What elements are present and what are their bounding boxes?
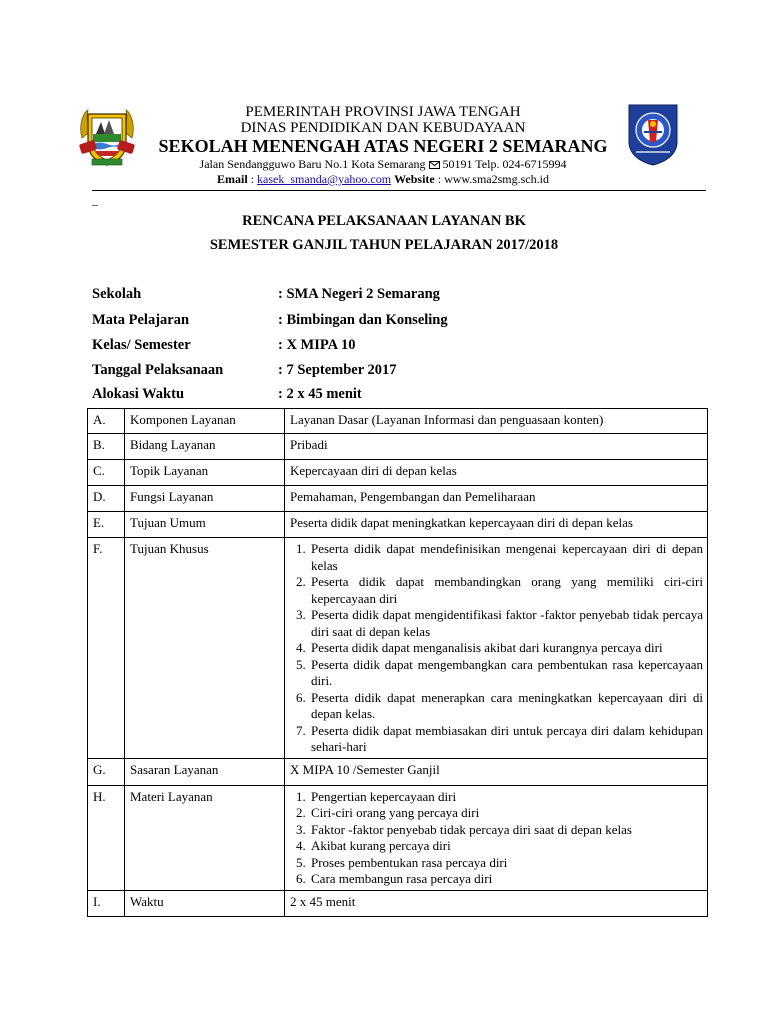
row-value: Kepercayaan diri di depan kelas: [285, 460, 708, 486]
info-key: Sekolah: [92, 286, 142, 302]
letterhead-divider: [92, 190, 706, 191]
row-letter: A.: [88, 409, 125, 434]
envelope-icon: [429, 161, 440, 169]
table-row: [88, 486, 708, 512]
email-link[interactable]: kasek_smanda@yahoo.com: [257, 172, 392, 186]
list-item: 2. Ciri-ciri orang yang percaya diri: [309, 805, 703, 822]
email-label: Email: [217, 172, 248, 186]
row-value: Pribadi: [285, 434, 708, 460]
letterhead-department: DINAS PENDIDIKAN DAN KEBUDAYAAN: [240, 120, 526, 136]
letterhead-contact: Email : kasek_smanda@yahoo.com Website : www.sma2smg.sch.id: [217, 172, 549, 186]
list-item: 7. Peserta didik dapat membiasakan diri untuk percaya diri dalam kehidupan sehari-hari: [309, 723, 703, 756]
row-letter: I.: [88, 890, 125, 916]
row-letter: E.: [88, 512, 125, 538]
row-label: Sasaran Layanan: [125, 758, 285, 785]
row-value: Peserta didik dapat meningkatkan kepercayaan diri di depan kelas: [285, 512, 708, 538]
row-value: Layanan Dasar (Layanan Informasi dan penguasaan konten): [285, 409, 708, 434]
row-value: [285, 538, 708, 759]
list-item: 6. Peserta didik dapat menerapkan cara meningkatkan kepercayaan diri di depan kelas.: [309, 690, 703, 723]
table-row: [88, 512, 708, 538]
letterhead-address: [140, 157, 626, 172]
letterhead-school-name: SEKOLAH MENENGAH ATAS NEGERI 2 SEMARANG: [158, 136, 608, 156]
row-label: Komponen Layanan: [125, 409, 285, 434]
specific-goals-list: [290, 541, 703, 756]
list-item: 1. Peserta didik dapat mendefinisikan mengenai kepercayaan diri di depan kelas: [309, 541, 703, 574]
row-letter: H.: [88, 785, 125, 890]
table-row: [88, 785, 708, 890]
postal-code: 50191: [442, 157, 473, 171]
row-label: Tujuan Khusus: [125, 538, 285, 759]
table-row: [88, 758, 708, 785]
website-label: Website: [394, 172, 435, 186]
row-label: Topik Layanan: [125, 460, 285, 486]
info-value: : X MIPA 10: [278, 337, 356, 353]
list-item: 6. Cara membangun rasa percaya diri: [309, 871, 703, 888]
row-label: Tujuan Umum: [125, 512, 285, 538]
row-label: Materi Layanan: [125, 785, 285, 890]
row-value: X MIPA 10 /Semester Ganjil: [285, 758, 708, 785]
row-letter: D.: [88, 486, 125, 512]
list-item: 4. Akibat kurang percaya diri: [309, 838, 703, 855]
list-item: 5. Peserta didik dapat mengembangkan cara pembentukan rasa kepercayaan diri.: [309, 657, 703, 690]
list-item: 4. Peserta didik dapat menganalisis akibat dari kurangnya percaya diri: [309, 640, 703, 657]
info-key: Alokasi Waktu: [92, 386, 185, 402]
info-key: Tanggal Pelaksanaan: [92, 362, 224, 378]
address-text: Jalan Sendangguwo Baru No.1 Kota Semarang: [199, 157, 426, 171]
info-value: : 7 September 2017: [278, 362, 397, 378]
table-row: [88, 460, 708, 486]
info-value: : 2 x 45 menit: [278, 386, 362, 402]
info-key: Kelas/ Semester: [92, 337, 191, 353]
list-item: 2. Peserta didik dapat membandingkan orang yang memiliki ciri-ciri kepercayaan diri: [309, 574, 703, 607]
list-item: 3. Peserta didik dapat mengidentifikasi faktor -faktor penyebab tidak percaya diri saat di depan kelas: [309, 607, 703, 640]
row-label: Fungsi Layanan: [125, 486, 285, 512]
document-subtitle: SEMESTER GANJIL TAHUN PELAJARAN 2017/2018: [209, 237, 559, 253]
website-text: www.sma2smg.sch.id: [444, 172, 549, 186]
row-letter: C.: [88, 460, 125, 486]
list-item: 1. Pengertian kepercayaan diri: [309, 789, 703, 806]
row-letter: B.: [88, 434, 125, 460]
material-list: [290, 789, 703, 888]
phone-number: Telp. 024-6715994: [475, 157, 567, 171]
document-title: RENCANA PELAKSANAAN LAYANAN BK: [242, 213, 526, 229]
row-label: Waktu: [125, 890, 285, 916]
row-label: Bidang Layanan: [125, 434, 285, 460]
province-emblem-logo: [74, 104, 140, 168]
row-letter: F.: [88, 538, 125, 759]
info-value: : SMA Negeri 2 Semarang: [278, 286, 440, 302]
info-key: Mata Pelajaran: [92, 312, 190, 328]
letterhead-government: PEMERINTAH PROVINSI JAWA TENGAH: [245, 104, 521, 120]
table-row: [88, 890, 708, 916]
row-value: 2 x 45 menit: [285, 890, 708, 916]
row-letter: G.: [88, 758, 125, 785]
school-emblem-logo: [626, 102, 680, 166]
divider-mark: _: [92, 193, 98, 207]
row-value: [285, 785, 708, 890]
table-row: [88, 434, 708, 460]
service-plan-table: [87, 408, 708, 917]
info-value: : Bimbingan dan Konseling: [278, 312, 448, 328]
list-item: 3. Faktor -faktor penyebab tidak percaya diri saat di depan kelas: [309, 822, 703, 839]
row-value: Pemahaman, Pengembangan dan Pemeliharaan: [285, 486, 708, 512]
list-item: 5. Proses pembentukan rasa percaya diri: [309, 855, 703, 872]
table-row: [88, 538, 708, 759]
table-row: [88, 409, 708, 434]
